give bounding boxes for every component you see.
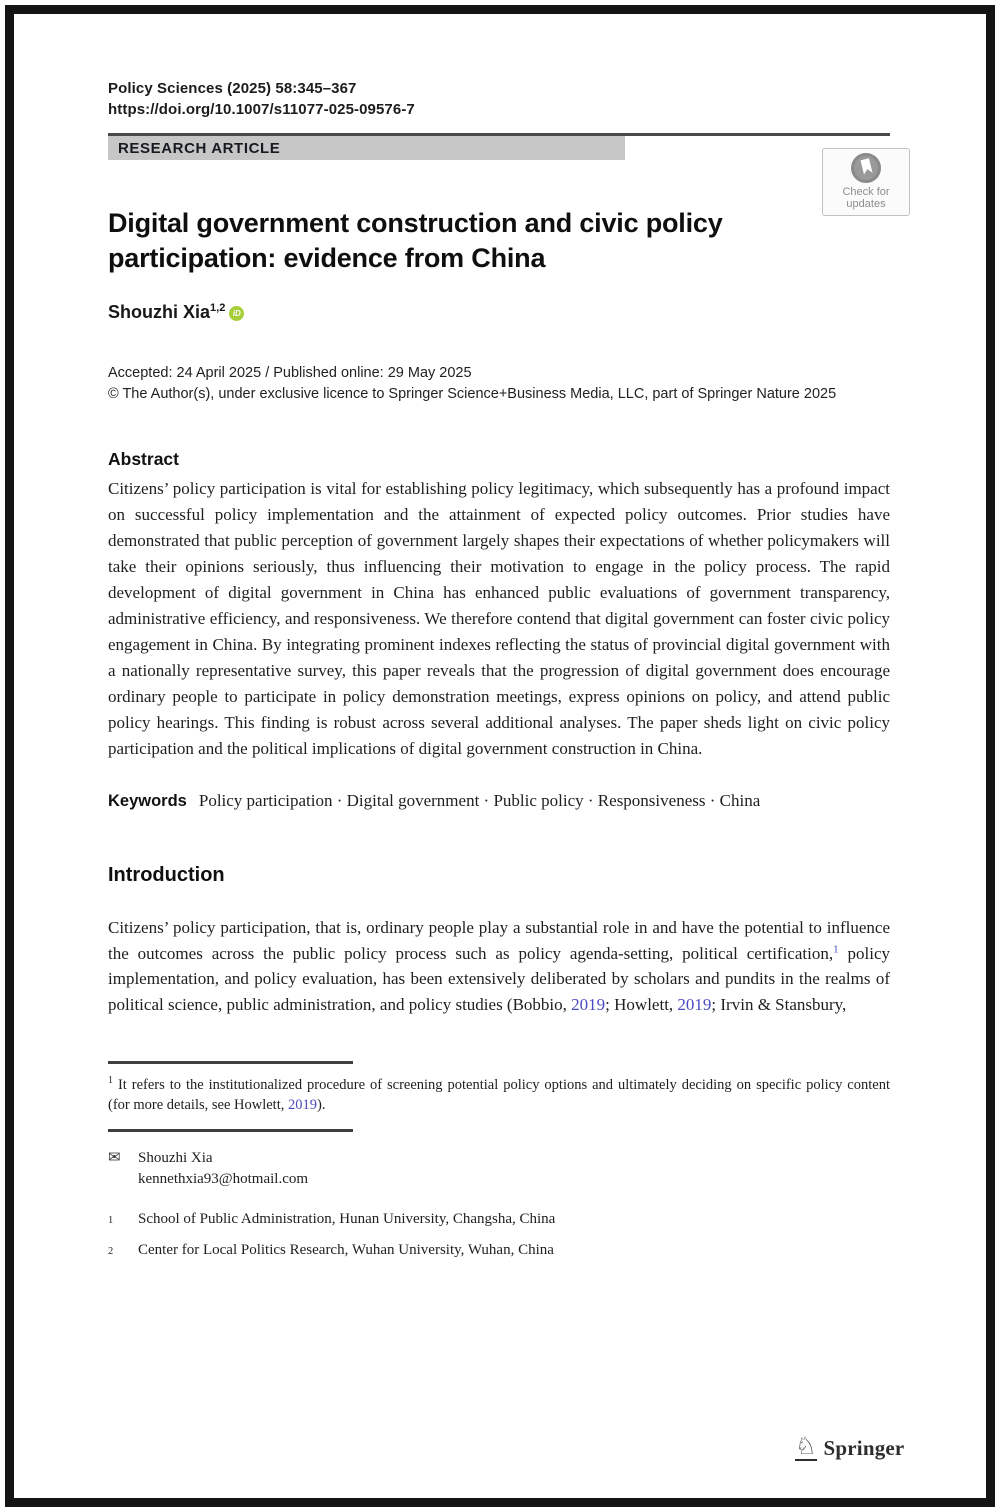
keywords-line: [108, 788, 890, 814]
citation-link[interactable]: 2019: [287, 1096, 317, 1113]
affiliation-marker: 1: [108, 1214, 114, 1226]
accepted-published-line: Accepted: 24 April 2025 / Published online: 29 May 2025: [108, 365, 472, 381]
affiliation-item: [108, 1241, 890, 1261]
bookmark-icon: [860, 158, 872, 175]
check-for-updates-label: Check for updates: [842, 186, 890, 210]
citation-link[interactable]: 2019: [571, 994, 606, 1014]
author-affiliation-markers: 1,2: [210, 302, 226, 314]
doi-link[interactable]: https://doi.org/10.1007/s11077-025-09576-7: [108, 101, 415, 118]
copyright-line: © The Author(s), under exclusive licence to Springer Science+Business Media, LLC, part of Springer Nature 2025: [108, 386, 837, 402]
footnote-text: [108, 1071, 890, 1115]
article-type-banner: RESEARCH ARTICLE: [108, 136, 625, 160]
affiliation-text: School of Public Administration, Hunan University, Changsha, China: [138, 1210, 556, 1227]
footnote-segment: It refers to the institutionalized procedure of screening potential policy options and ultimately deciding on specific policy content (for more details, see Howlett,: [108, 1076, 890, 1113]
correspondence-block: [108, 1148, 890, 1190]
abstract-heading: Abstract: [108, 449, 179, 469]
orcid-icon[interactable]: iD: [229, 306, 244, 321]
introduction-heading: Introduction: [108, 864, 225, 886]
springer-logo: [795, 1435, 904, 1461]
check-for-updates-badge[interactable]: [822, 148, 910, 216]
citation-link[interactable]: 2019: [677, 994, 712, 1014]
springer-wordmark: Springer: [823, 1435, 905, 1460]
intro-text-segment: ; Irvin & Stansbury,: [711, 994, 847, 1014]
affiliation-item: [108, 1210, 890, 1230]
footnote-marker: 1: [108, 1075, 113, 1086]
affiliation-marker: 2: [108, 1245, 114, 1257]
corresponding-author-email[interactable]: kennethxia93@hotmail.com: [138, 1170, 309, 1187]
affiliation-text: Center for Local Politics Research, Wuhan University, Wuhan, China: [138, 1241, 554, 1258]
affiliations-list: [108, 1210, 890, 1261]
crossmark-icon: [851, 153, 881, 183]
page-title: Digital government construction and civic policy participation: evidence from China: [108, 208, 723, 273]
envelope-icon: ✉: [108, 1149, 121, 1166]
publication-meta: [108, 363, 890, 405]
springer-knight-icon: ♘: [795, 1433, 817, 1460]
author-line: [108, 302, 890, 323]
correspondence-separator-rule: [108, 1129, 353, 1132]
intro-text-segment: ; Howlett,: [605, 994, 678, 1014]
author-name: Shouzhi Xia: [108, 302, 211, 322]
intro-text-segment: policy implementation, and policy evaluation, has been extensively deliberated by scholars and pundits in the realms of political science, public administration, and policy studies (Bobbio,: [108, 943, 890, 1014]
article-page: [5, 5, 995, 1507]
footnote-segment: ).: [316, 1096, 326, 1113]
introduction-paragraph: [108, 915, 890, 1017]
keywords-label: Keywords: [108, 792, 187, 810]
corresponding-author-name: Shouzhi Xia: [138, 1149, 213, 1166]
journal-header: [108, 78, 890, 120]
footnote-separator-rule: [108, 1061, 353, 1064]
keywords-text: Policy participation · Digital government · Public policy · Responsiveness · China: [198, 791, 761, 810]
intro-text-segment: Citizens’ policy participation, that is, ordinary people play a substantial role in and have the potential to influence the outcomes across the public policy process such as policy agenda-setting, political certification,: [108, 918, 890, 963]
footnote-ref-marker[interactable]: 1: [833, 942, 839, 955]
abstract-text: Citizens’ policy participation is vital for establishing policy legitimacy, which subsequently has a profound impact on successful policy implementation and the attainment of expected policy outcomes. Prior studies have demonstrated that public perception of government largely shapes their expectations of whether policymakers will take their opinions seriously, thus influencing their motivation to engage in the policy process. The rapid development of digital government in China has enhanced public evaluations of government transparency, administrative efficiency, and responsiveness. We therefore contend that digital government can foster civic policy engagement in China. By integrating prominent indexes reflecting the status of provincial digital government with a nationally representative survey, this paper reveals that the progression of digital government does encourage ordinary people to participate in policy demonstration meetings, express opinions on policy, and attend public policy hearings. This finding is robust across several additional analyses. The paper sheds light on civic policy participation and the political implications of digital government construction in China.: [108, 479, 890, 758]
journal-citation: Policy Sciences (2025) 58:345–367: [108, 80, 357, 97]
